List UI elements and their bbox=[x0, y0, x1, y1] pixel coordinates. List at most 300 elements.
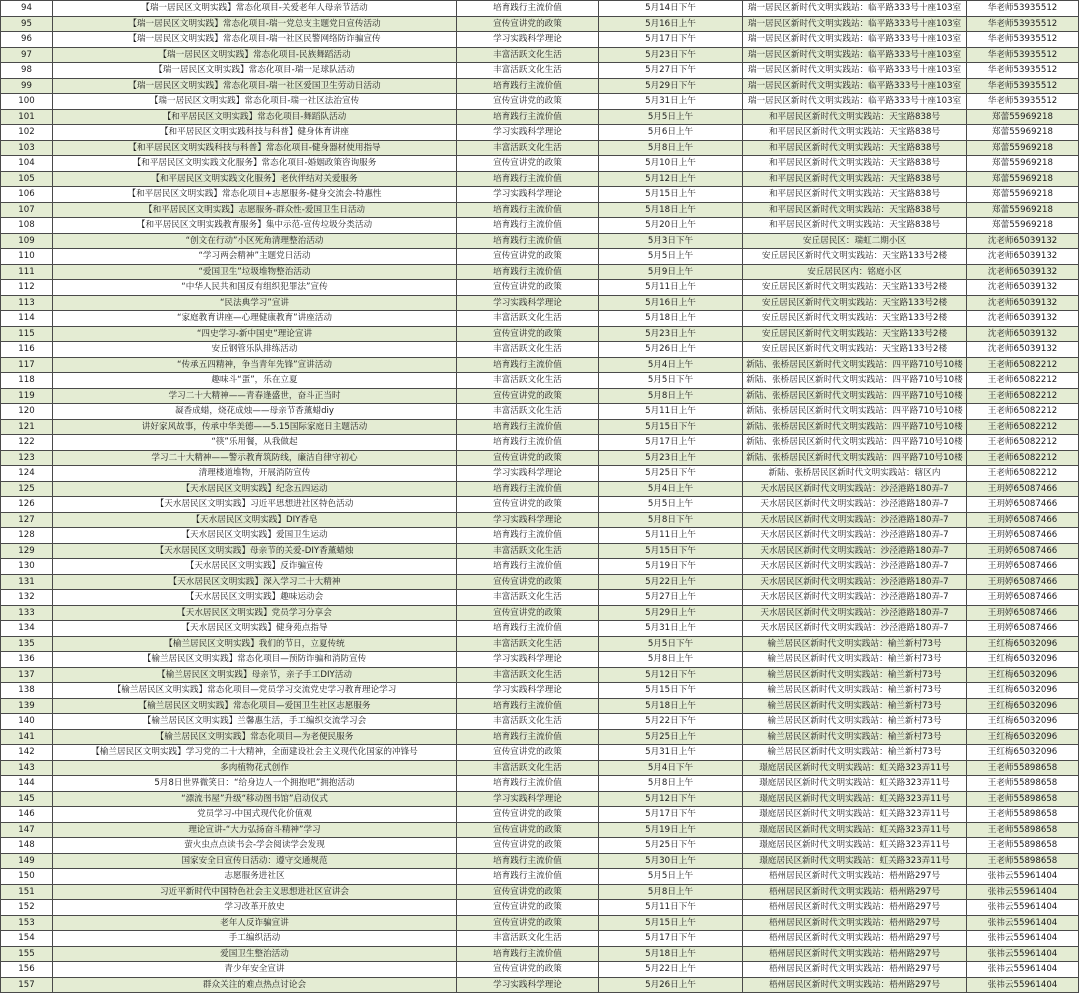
row-number-cell: 137 bbox=[1, 667, 53, 683]
activity-name-cell: 清理楼道堆物，开展消防宣传 bbox=[53, 466, 457, 482]
activity-name-cell: 手工编织活动 bbox=[53, 931, 457, 947]
activity-time-cell: 5月8日下午 bbox=[599, 512, 743, 528]
table-row bbox=[1, 249, 1079, 265]
activity-location-cell: 榆兰居民区新时代文明实践站：榆兰新村73号 bbox=[743, 745, 967, 761]
table-body bbox=[1, 1, 1079, 993]
table-row bbox=[1, 264, 1079, 280]
activity-time-cell: 5月5日下午 bbox=[599, 373, 743, 389]
activity-name-cell: 【天水居民区文明实践】深入学习二十大精神 bbox=[53, 574, 457, 590]
activity-location-cell: 瑞一居民区新时代文明实践站：临平路333号十座103室 bbox=[743, 32, 967, 48]
activity-category-cell: 丰富活跃文化生活 bbox=[457, 714, 599, 730]
row-number-cell: 147 bbox=[1, 822, 53, 838]
row-number-cell: 94 bbox=[1, 1, 53, 17]
activity-location-cell: 梧州居民区新时代文明实践站：梧州路297号 bbox=[743, 869, 967, 885]
activity-name-cell: 【和平居民区文明实践科技与科普】健身体育讲座 bbox=[53, 125, 457, 141]
contact-cell: 华老师53935512 bbox=[967, 78, 1079, 94]
table-row bbox=[1, 667, 1079, 683]
row-number-cell: 121 bbox=[1, 419, 53, 435]
activity-name-cell: 【天水居民区文明实践】爱国卫生运动 bbox=[53, 528, 457, 544]
activity-category-cell: 培育践行主流价值 bbox=[457, 264, 599, 280]
row-number-cell: 146 bbox=[1, 807, 53, 823]
contact-cell: 王老师55898658 bbox=[967, 838, 1079, 854]
contact-cell: 华老师53935512 bbox=[967, 94, 1079, 110]
table-row bbox=[1, 838, 1079, 854]
activity-location-cell: 新陆、张桥居民区新时代文明实践站：四平路710号10楼 bbox=[743, 404, 967, 420]
activity-time-cell: 5月8日上午 bbox=[599, 388, 743, 404]
contact-cell: 华老师53935512 bbox=[967, 47, 1079, 63]
activity-time-cell: 5月11日上午 bbox=[599, 280, 743, 296]
contact-cell: 王老师65082212 bbox=[967, 357, 1079, 373]
row-number-cell: 140 bbox=[1, 714, 53, 730]
table-row bbox=[1, 16, 1079, 32]
activity-location-cell: 璟庭居民区新时代文明实践站：虹关路323弄11号 bbox=[743, 807, 967, 823]
contact-cell: 沈老师65039132 bbox=[967, 233, 1079, 249]
activity-location-cell: 新陆、张桥居民区新时代文明实践站：四平路710号10楼 bbox=[743, 357, 967, 373]
table-row bbox=[1, 822, 1079, 838]
contact-cell: 王老师65082212 bbox=[967, 388, 1079, 404]
contact-cell: 王红梅65032096 bbox=[967, 745, 1079, 761]
activity-name-cell: “四史学习-新中国史”理论宣讲 bbox=[53, 326, 457, 342]
contact-cell: 王老师55898658 bbox=[967, 760, 1079, 776]
row-number-cell: 115 bbox=[1, 326, 53, 342]
table-row bbox=[1, 776, 1079, 792]
row-number-cell: 142 bbox=[1, 745, 53, 761]
activity-category-cell: 培育践行主流价值 bbox=[457, 171, 599, 187]
activity-time-cell: 5月19日下午 bbox=[599, 559, 743, 575]
activity-name-cell: 【瑞一居民区文明实践】常态化项目-瑞一党总支主题党日宣传活动 bbox=[53, 16, 457, 32]
activity-category-cell: 培育践行主流价值 bbox=[457, 559, 599, 575]
activity-category-cell: 培育践行主流价值 bbox=[457, 1, 599, 17]
activity-location-cell: 安丘居民区新时代文明实践站：天宝路133号2楼 bbox=[743, 280, 967, 296]
row-number-cell: 114 bbox=[1, 311, 53, 327]
row-number-cell: 126 bbox=[1, 497, 53, 513]
contact-cell: 王红梅65032096 bbox=[967, 714, 1079, 730]
row-number-cell: 103 bbox=[1, 140, 53, 156]
activity-time-cell: 5月15日上午 bbox=[599, 915, 743, 931]
activity-time-cell: 5月16日上午 bbox=[599, 295, 743, 311]
activity-name-cell: 爱国卫生整治活动 bbox=[53, 946, 457, 962]
activity-category-cell: 丰富活跃文化生活 bbox=[457, 140, 599, 156]
activity-category-cell: 宣传宣讲党的政策 bbox=[457, 745, 599, 761]
activity-category-cell: 宣传宣讲党的政策 bbox=[457, 574, 599, 590]
activity-name-cell: 【和平居民区文明实践】常态化项目-舞蹈队活动 bbox=[53, 109, 457, 125]
table-row bbox=[1, 140, 1079, 156]
table-row bbox=[1, 202, 1079, 218]
row-number-cell: 144 bbox=[1, 776, 53, 792]
contact-cell: 张祎云55961404 bbox=[967, 915, 1079, 931]
activity-location-cell: 梧州居民区新时代文明实践站：梧州路297号 bbox=[743, 884, 967, 900]
table-row bbox=[1, 357, 1079, 373]
activity-category-cell: 宣传宣讲党的政策 bbox=[457, 822, 599, 838]
table-row bbox=[1, 884, 1079, 900]
activity-location-cell: 新陆、张桥居民区新时代文明实践站：四平路710号10楼 bbox=[743, 373, 967, 389]
activity-time-cell: 5月3日下午 bbox=[599, 233, 743, 249]
activity-time-cell: 5月8日上午 bbox=[599, 776, 743, 792]
contact-cell: 沈老师65039132 bbox=[967, 264, 1079, 280]
row-number-cell: 97 bbox=[1, 47, 53, 63]
activity-time-cell: 5月27日上午 bbox=[599, 590, 743, 606]
contact-cell: 王老师65082212 bbox=[967, 373, 1079, 389]
activity-location-cell: 和平居民区新时代文明实践站：天宝路838号 bbox=[743, 156, 967, 172]
contact-cell: 沈老师65039132 bbox=[967, 342, 1079, 358]
table-row bbox=[1, 636, 1079, 652]
contact-cell: 王老师55898658 bbox=[967, 776, 1079, 792]
activity-location-cell: 安丘居民区：瑞虹二期小区 bbox=[743, 233, 967, 249]
activity-time-cell: 5月15日下午 bbox=[599, 543, 743, 559]
row-number-cell: 139 bbox=[1, 698, 53, 714]
activity-time-cell: 5月26日上午 bbox=[599, 977, 743, 993]
activity-time-cell: 5月15日下午 bbox=[599, 419, 743, 435]
contact-cell: 郑蕾55969218 bbox=[967, 156, 1079, 172]
activity-category-cell: 宣传宣讲党的政策 bbox=[457, 249, 599, 265]
activity-category-cell: 宣传宣讲党的政策 bbox=[457, 915, 599, 931]
activity-category-cell: 培育践行主流价值 bbox=[457, 869, 599, 885]
table-row bbox=[1, 280, 1079, 296]
table-row bbox=[1, 605, 1079, 621]
activity-name-cell: 【榆兰居民区文明实践】兰馨惠生活，手工编织交流学习会 bbox=[53, 714, 457, 730]
row-number-cell: 107 bbox=[1, 202, 53, 218]
contact-cell: 沈老师65039132 bbox=[967, 311, 1079, 327]
activity-name-cell: 【瑞一居民区文明实践】常态化项目-民族舞蹈活动 bbox=[53, 47, 457, 63]
activity-name-cell: 学习二十大精神——青春逢盛世，奋斗正当时 bbox=[53, 388, 457, 404]
row-number-cell: 112 bbox=[1, 280, 53, 296]
activity-location-cell: 天水居民区新时代文明实践站：沙泾港路180弄-7 bbox=[743, 605, 967, 621]
activity-location-cell: 梧州居民区新时代文明实践站：梧州路297号 bbox=[743, 946, 967, 962]
activity-category-cell: 培育践行主流价值 bbox=[457, 419, 599, 435]
activity-time-cell: 5月12日上午 bbox=[599, 171, 743, 187]
activity-category-cell: 丰富活跃文化生活 bbox=[457, 931, 599, 947]
row-number-cell: 104 bbox=[1, 156, 53, 172]
contact-cell: 王老师65082212 bbox=[967, 404, 1079, 420]
activity-time-cell: 5月30日上午 bbox=[599, 853, 743, 869]
row-number-cell: 127 bbox=[1, 512, 53, 528]
activity-name-cell: 【天水居民区文明实践】DIY香皂 bbox=[53, 512, 457, 528]
contact-cell: 王玥婷65087466 bbox=[967, 605, 1079, 621]
contact-cell: 王红梅65032096 bbox=[967, 636, 1079, 652]
activity-time-cell: 5月18日上午 bbox=[599, 202, 743, 218]
activity-location-cell: 天水居民区新时代文明实践站：沙泾港路180弄-7 bbox=[743, 621, 967, 637]
activity-name-cell: 【和平居民区文明实践】志愿服务-群众性-爱国卫生日活动 bbox=[53, 202, 457, 218]
table-row bbox=[1, 698, 1079, 714]
activity-location-cell: 和平居民区新时代文明实践站：天宝路838号 bbox=[743, 171, 967, 187]
activity-category-cell: 培育践行主流价值 bbox=[457, 946, 599, 962]
activity-category-cell: 培育践行主流价值 bbox=[457, 435, 599, 451]
activity-time-cell: 5月11日上午 bbox=[599, 404, 743, 420]
table-row bbox=[1, 559, 1079, 575]
activity-name-cell: 习近平新时代中国特色社会主义思想进社区宣讲会 bbox=[53, 884, 457, 900]
activity-category-cell: 丰富活跃文化生活 bbox=[457, 373, 599, 389]
row-number-cell: 99 bbox=[1, 78, 53, 94]
activity-name-cell: 【瑞一居民区文明实践】常态化项目-瑞一社区法治宣传 bbox=[53, 94, 457, 110]
row-number-cell: 143 bbox=[1, 760, 53, 776]
activity-name-cell: 讲好家风故事，传承中华美德——5.15国际家庭日主题活动 bbox=[53, 419, 457, 435]
contact-cell: 沈老师65039132 bbox=[967, 326, 1079, 342]
row-number-cell: 150 bbox=[1, 869, 53, 885]
activity-time-cell: 5月14日下午 bbox=[599, 1, 743, 17]
activity-category-cell: 宣传宣讲党的政策 bbox=[457, 326, 599, 342]
activity-name-cell: 【榆兰居民区文明实践】常态化项目—爱国卫生社区志愿服务 bbox=[53, 698, 457, 714]
activity-location-cell: 天水居民区新时代文明实践站：沙泾港路180弄-7 bbox=[743, 497, 967, 513]
row-number-cell: 106 bbox=[1, 187, 53, 203]
row-number-cell: 124 bbox=[1, 466, 53, 482]
activity-location-cell: 璟庭居民区新时代文明实践站：虹关路323弄11号 bbox=[743, 838, 967, 854]
activity-time-cell: 5月5日上午 bbox=[599, 497, 743, 513]
activity-category-cell: 学习实践科学理论 bbox=[457, 512, 599, 528]
activity-location-cell: 梧州居民区新时代文明实践站：梧州路297号 bbox=[743, 915, 967, 931]
activity-name-cell: 党员学习-中国式现代化价值观 bbox=[53, 807, 457, 823]
activity-name-cell: 【和平居民区文明实践文化服务】常态化项目-婚姻政策咨询服务 bbox=[53, 156, 457, 172]
activity-time-cell: 5月15日下午 bbox=[599, 683, 743, 699]
activity-location-cell: 天水居民区新时代文明实践站：沙泾港路180弄-7 bbox=[743, 512, 967, 528]
row-number-cell: 135 bbox=[1, 636, 53, 652]
row-number-cell: 138 bbox=[1, 683, 53, 699]
activity-category-cell: 培育践行主流价值 bbox=[457, 729, 599, 745]
table-row bbox=[1, 32, 1079, 48]
activity-name-cell: “中华人民共和国反有组织犯罪法”宣传 bbox=[53, 280, 457, 296]
activity-category-cell: 学习实践科学理论 bbox=[457, 466, 599, 482]
contact-cell: 郑蕾55969218 bbox=[967, 109, 1079, 125]
activity-name-cell: 【榆兰居民区文明实践】我们的节日，立夏传统 bbox=[53, 636, 457, 652]
contact-cell: 张祎云55961404 bbox=[967, 962, 1079, 978]
activity-time-cell: 5月4日下午 bbox=[599, 760, 743, 776]
activity-location-cell: 瑞一居民区新时代文明实践站：临平路333号十座103室 bbox=[743, 47, 967, 63]
contact-cell: 王玥婷65087466 bbox=[967, 574, 1079, 590]
table-row bbox=[1, 946, 1079, 962]
activity-category-cell: 丰富活跃文化生活 bbox=[457, 760, 599, 776]
table-row bbox=[1, 543, 1079, 559]
activity-location-cell: 新陆、张桥居民区新时代文明实践站：四平路710号10楼 bbox=[743, 435, 967, 451]
activity-category-cell: 丰富活跃文化生活 bbox=[457, 667, 599, 683]
activity-name-cell: 老年人反诈骗宣讲 bbox=[53, 915, 457, 931]
activity-name-cell: “民法典学习”宣讲 bbox=[53, 295, 457, 311]
table-row bbox=[1, 652, 1079, 668]
row-number-cell: 156 bbox=[1, 962, 53, 978]
activity-location-cell: 安丘居民区新时代文明实践站：天宝路133号2楼 bbox=[743, 311, 967, 327]
table-row bbox=[1, 497, 1079, 513]
table-row bbox=[1, 63, 1079, 79]
table-row bbox=[1, 574, 1079, 590]
contact-cell: 王红梅65032096 bbox=[967, 667, 1079, 683]
activity-name-cell: 【和平居民区文明实践科技与科普】常态化项目-健身器材使用指导 bbox=[53, 140, 457, 156]
activity-category-cell: 宣传宣讲党的政策 bbox=[457, 900, 599, 916]
activity-location-cell: 榆兰居民区新时代文明实践站：榆兰新村73号 bbox=[743, 667, 967, 683]
contact-cell: 王老师65082212 bbox=[967, 450, 1079, 466]
activity-location-cell: 榆兰居民区新时代文明实践站：榆兰新村73号 bbox=[743, 698, 967, 714]
activity-location-cell: 天水居民区新时代文明实践站：沙泾港路180弄-7 bbox=[743, 590, 967, 606]
row-number-cell: 101 bbox=[1, 109, 53, 125]
activity-name-cell: 萤火虫点点读书会-学会阅读学会发现 bbox=[53, 838, 457, 854]
row-number-cell: 108 bbox=[1, 218, 53, 234]
activity-time-cell: 5月23日下午 bbox=[599, 47, 743, 63]
contact-cell: 王老师55898658 bbox=[967, 853, 1079, 869]
activity-category-cell: 学习实践科学理论 bbox=[457, 187, 599, 203]
table-row bbox=[1, 326, 1079, 342]
activity-category-cell: 宣传宣讲党的政策 bbox=[457, 94, 599, 110]
activity-name-cell: 【和平居民区文明实践教育服务】集中示范-宣传垃圾分类活动 bbox=[53, 218, 457, 234]
activity-category-cell: 宣传宣讲党的政策 bbox=[457, 605, 599, 621]
row-number-cell: 145 bbox=[1, 791, 53, 807]
row-number-cell: 149 bbox=[1, 853, 53, 869]
contact-cell: 王老师55898658 bbox=[967, 807, 1079, 823]
activity-category-cell: 宣传宣讲党的政策 bbox=[457, 884, 599, 900]
row-number-cell: 152 bbox=[1, 900, 53, 916]
contact-cell: 王红梅65032096 bbox=[967, 683, 1079, 699]
activity-location-cell: 璟庭居民区新时代文明实践站：虹关路323弄11号 bbox=[743, 822, 967, 838]
activity-category-cell: 学习实践科学理论 bbox=[457, 295, 599, 311]
row-number-cell: 151 bbox=[1, 884, 53, 900]
table-row bbox=[1, 218, 1079, 234]
table-row bbox=[1, 156, 1079, 172]
table-row bbox=[1, 962, 1079, 978]
activity-name-cell: “筷”乐用餐，从我做起 bbox=[53, 435, 457, 451]
contact-cell: 王老师55898658 bbox=[967, 791, 1079, 807]
activity-name-cell: 【和平居民区文明实践】常态化项目+志愿服务-健身交流会-特惠性 bbox=[53, 187, 457, 203]
activity-time-cell: 5月6日上午 bbox=[599, 125, 743, 141]
table-row bbox=[1, 481, 1079, 497]
activity-name-cell: 【和平居民区文明实践文化服务】老伙伴结对关爱服务 bbox=[53, 171, 457, 187]
activity-category-cell: 培育践行主流价值 bbox=[457, 853, 599, 869]
activity-time-cell: 5月25日下午 bbox=[599, 838, 743, 854]
activity-time-cell: 5月27日下午 bbox=[599, 63, 743, 79]
activity-location-cell: 天水居民区新时代文明实践站：沙泾港路180弄-7 bbox=[743, 559, 967, 575]
activity-location-cell: 瑞一居民区新时代文明实践站：临平路333号十座103室 bbox=[743, 63, 967, 79]
activity-time-cell: 5月29日下午 bbox=[599, 78, 743, 94]
activity-name-cell: 学习改革开放史 bbox=[53, 900, 457, 916]
activity-location-cell: 天水居民区新时代文明实践站：沙泾港路180弄-7 bbox=[743, 543, 967, 559]
activity-name-cell: 【榆兰居民区文明实践】常态化项目—预防诈骗和消防宣传 bbox=[53, 652, 457, 668]
activity-category-cell: 宣传宣讲党的政策 bbox=[457, 450, 599, 466]
activity-location-cell: 安丘居民区新时代文明实践站：天宝路133号2楼 bbox=[743, 295, 967, 311]
activity-time-cell: 5月12日下午 bbox=[599, 667, 743, 683]
activity-category-cell: 培育践行主流价值 bbox=[457, 78, 599, 94]
row-number-cell: 128 bbox=[1, 528, 53, 544]
row-number-cell: 125 bbox=[1, 481, 53, 497]
contact-cell: 张祎云55961404 bbox=[967, 869, 1079, 885]
activity-time-cell: 5月5日上午 bbox=[599, 869, 743, 885]
row-number-cell: 100 bbox=[1, 94, 53, 110]
activity-time-cell: 5月25日下午 bbox=[599, 466, 743, 482]
activity-location-cell: 榆兰居民区新时代文明实践站：榆兰新村73号 bbox=[743, 652, 967, 668]
contact-cell: 华老师53935512 bbox=[967, 63, 1079, 79]
row-number-cell: 131 bbox=[1, 574, 53, 590]
activity-category-cell: 培育践行主流价值 bbox=[457, 233, 599, 249]
activity-time-cell: 5月23日上午 bbox=[599, 326, 743, 342]
activity-category-cell: 培育践行主流价值 bbox=[457, 218, 599, 234]
activity-time-cell: 5月17日下午 bbox=[599, 807, 743, 823]
contact-cell: 华老师53935512 bbox=[967, 32, 1079, 48]
table-row bbox=[1, 466, 1079, 482]
activity-location-cell: 梧州居民区新时代文明实践站：梧州路297号 bbox=[743, 977, 967, 993]
activity-category-cell: 培育践行主流价值 bbox=[457, 109, 599, 125]
activity-location-cell: 天水居民区新时代文明实践站：沙泾港路180弄-7 bbox=[743, 528, 967, 544]
activity-location-cell: 天水居民区新时代文明实践站：沙泾港路180弄-7 bbox=[743, 574, 967, 590]
activity-category-cell: 培育践行主流价值 bbox=[457, 202, 599, 218]
activity-name-cell: 理论宣讲-“大力弘扬奋斗精神”学习 bbox=[53, 822, 457, 838]
table-row bbox=[1, 977, 1079, 993]
row-number-cell: 102 bbox=[1, 125, 53, 141]
activity-location-cell: 和平居民区新时代文明实践站：天宝路838号 bbox=[743, 202, 967, 218]
contact-cell: 王红梅65032096 bbox=[967, 729, 1079, 745]
activity-name-cell: 【榆兰居民区文明实践】常态化项目—党员学习交流党史学习教育理论学习 bbox=[53, 683, 457, 699]
contact-cell: 郑蕾55969218 bbox=[967, 125, 1079, 141]
activity-category-cell: 丰富活跃文化生活 bbox=[457, 543, 599, 559]
table-row bbox=[1, 125, 1079, 141]
table-row bbox=[1, 435, 1079, 451]
activity-name-cell: 【瑞一居民区文明实践】常态化项目-关爱老年人母亲节活动 bbox=[53, 1, 457, 17]
activity-time-cell: 5月4日上午 bbox=[599, 357, 743, 373]
table-row bbox=[1, 714, 1079, 730]
activity-name-cell: 【榆兰居民区文明实践】学习党的二十大精神，全面建设社会主义现代化国家的冲锋号 bbox=[53, 745, 457, 761]
row-number-cell: 132 bbox=[1, 590, 53, 606]
activity-category-cell: 丰富活跃文化生活 bbox=[457, 342, 599, 358]
activity-time-cell: 5月31日上午 bbox=[599, 745, 743, 761]
activity-category-cell: 宣传宣讲党的政策 bbox=[457, 962, 599, 978]
activity-time-cell: 5月22日下午 bbox=[599, 714, 743, 730]
table-row bbox=[1, 621, 1079, 637]
activity-name-cell: 群众关注的难点热点讨论会 bbox=[53, 977, 457, 993]
table-row bbox=[1, 869, 1079, 885]
table-row bbox=[1, 450, 1079, 466]
activity-location-cell: 安丘居民区新时代文明实践站：天宝路133号2楼 bbox=[743, 342, 967, 358]
row-number-cell: 129 bbox=[1, 543, 53, 559]
activity-category-cell: 宣传宣讲党的政策 bbox=[457, 280, 599, 296]
table-row bbox=[1, 295, 1079, 311]
activity-category-cell: 丰富活跃文化生活 bbox=[457, 590, 599, 606]
row-number-cell: 153 bbox=[1, 915, 53, 931]
activity-location-cell: 梧州居民区新时代文明实践站：梧州路297号 bbox=[743, 900, 967, 916]
activity-location-cell: 和平居民区新时代文明实践站：天宝路838号 bbox=[743, 125, 967, 141]
contact-cell: 张祎云55961404 bbox=[967, 946, 1079, 962]
activity-location-cell: 璟庭居民区新时代文明实践站：虹关路323弄11号 bbox=[743, 853, 967, 869]
activity-category-cell: 宣传宣讲党的政策 bbox=[457, 156, 599, 172]
activity-time-cell: 5月31日上午 bbox=[599, 94, 743, 110]
activity-location-cell: 安丘居民区新时代文明实践站：天宝路133号2楼 bbox=[743, 326, 967, 342]
activity-category-cell: 培育践行主流价值 bbox=[457, 776, 599, 792]
activity-time-cell: 5月23日上午 bbox=[599, 450, 743, 466]
activity-name-cell: 【天水居民区文明实践】母亲节的关爱-DIY香薰蜡烛 bbox=[53, 543, 457, 559]
contact-cell: 王红梅65032096 bbox=[967, 698, 1079, 714]
row-number-cell: 95 bbox=[1, 16, 53, 32]
activity-category-cell: 培育践行主流价值 bbox=[457, 698, 599, 714]
activity-location-cell: 榆兰居民区新时代文明实践站：榆兰新村73号 bbox=[743, 683, 967, 699]
activity-location-cell: 瑞一居民区新时代文明实践站：临平路333号十座103室 bbox=[743, 94, 967, 110]
activity-name-cell: “学习两会精神”主题党日活动 bbox=[53, 249, 457, 265]
activity-location-cell: 璟庭居民区新时代文明实践站：虹关路323弄11号 bbox=[743, 791, 967, 807]
activity-time-cell: 5月15日上午 bbox=[599, 187, 743, 203]
contact-cell: 郑蕾55969218 bbox=[967, 218, 1079, 234]
activity-name-cell: “爱国卫生”垃圾堆物整治活动 bbox=[53, 264, 457, 280]
contact-cell: 王老师65082212 bbox=[967, 419, 1079, 435]
contact-cell: 王红梅65032096 bbox=[967, 652, 1079, 668]
contact-cell: 张祎云55961404 bbox=[967, 977, 1079, 993]
activity-time-cell: 5月18日上午 bbox=[599, 698, 743, 714]
activity-time-cell: 5月19日上午 bbox=[599, 822, 743, 838]
activity-time-cell: 5月16日上午 bbox=[599, 16, 743, 32]
table-row bbox=[1, 233, 1079, 249]
activity-time-cell: 5月18日上午 bbox=[599, 311, 743, 327]
activity-time-cell: 5月22日上午 bbox=[599, 962, 743, 978]
activity-location-cell: 璟庭居民区新时代文明实践站：虹关路323弄11号 bbox=[743, 776, 967, 792]
activity-category-cell: 丰富活跃文化生活 bbox=[457, 404, 599, 420]
row-number-cell: 134 bbox=[1, 621, 53, 637]
contact-cell: 王玥婷65087466 bbox=[967, 528, 1079, 544]
contact-cell: 王玥婷65087466 bbox=[967, 481, 1079, 497]
contact-cell: 王老师55898658 bbox=[967, 822, 1079, 838]
activity-time-cell: 5月5日上午 bbox=[599, 109, 743, 125]
table-row bbox=[1, 512, 1079, 528]
activity-location-cell: 璟庭居民区新时代文明实践站：虹关路323弄11号 bbox=[743, 760, 967, 776]
activity-category-cell: 学习实践科学理论 bbox=[457, 683, 599, 699]
